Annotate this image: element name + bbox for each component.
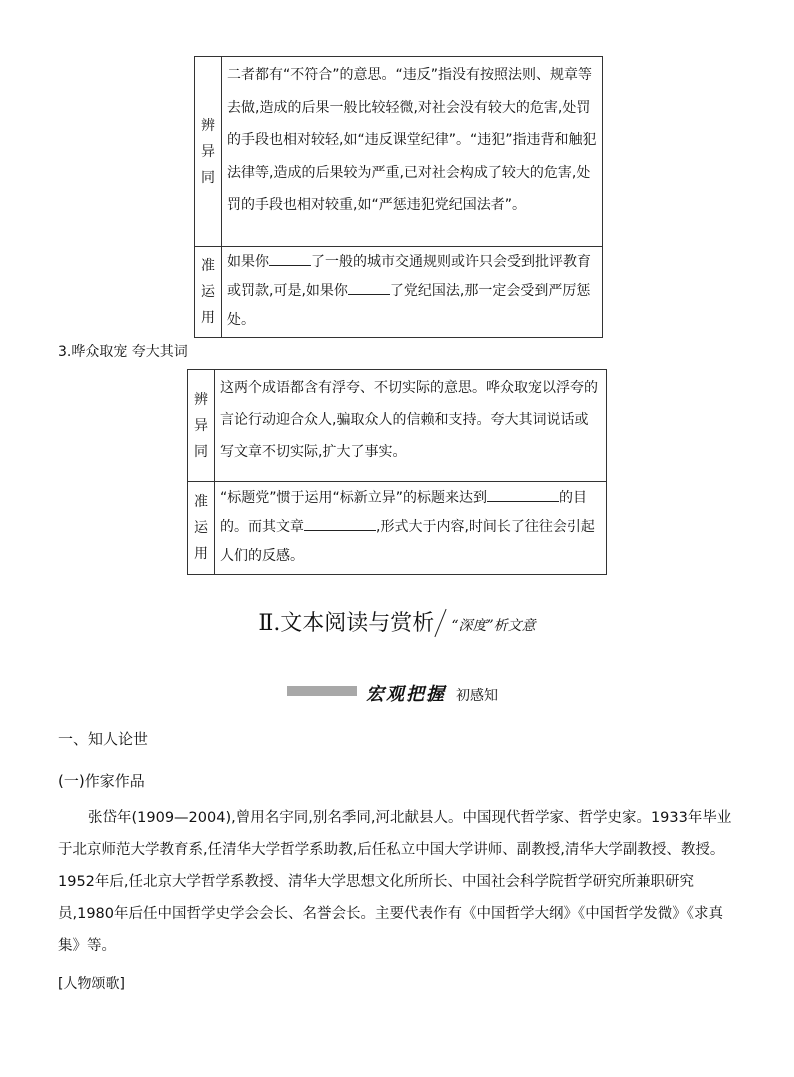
table1-usage-text: 如果你 了一般的城市交通规则或许只会受到批评教育或罚款,可是,如果你 了党纪国法,那一定会受到严厉惩处。 [222,247,603,338]
section-title-3: 3.哗众取宠 夸大其词 [58,344,188,360]
divider-slash [435,609,447,637]
section-heading [0,606,794,638]
section-one-subtitle: (一)作家作品 [58,772,145,790]
heading-sub: “深度”析文意 [451,618,536,634]
table1-label-usage: 准 运 用 [195,247,222,338]
comparison-table-1 [194,56,603,338]
fill-blank[interactable] [269,251,311,266]
table2-distinguish-text: 这两个成语都含有浮夸、不切实际的意思。哗众取宠以浮夸的言论行动迎合众人,骗取众人的信赖和支持。夸大其词说话或写文章不切实际,扩大了事实。 [215,370,607,482]
bracket-note: [人物颂歌] [58,976,125,992]
table1-distinguish-text: 二者都有“不符合”的意思。“违反”指没有按照法则、规章等去做,造成的后果一般比较轻微,对社会没有较大的危害,处罚的手段也相对较轻,如“违反课堂纪律”。“违犯”指违背和触犯法律等,造成的后果较为严重,已对社会构成了较大的危害,处罚的手段也相对较重,如“严惩违犯党纪国法者”。 [222,57,603,247]
section-one-title: 一、知人论世 [58,730,149,748]
fill-blank[interactable] [348,280,390,295]
fill-blank[interactable] [304,516,376,531]
author-bio: 张岱年(1909—2004),曾用名宇同,别名季同,河北献县人。中国现代哲学家、哲学史家。1933年毕业于北京师范大学教育系,任清华大学哲学系助教,后任私立中国大学讲师、副教授,清华大学副教授、教授。1952年后,任北京大学哲学系教授、清华大学思想文化所所长、中国社会科学院哲学研究所兼职研究员,1980年后任中国哲学史学会会长、名誉会长。主要代表作有《中国哲学大纲》《中国哲学发微》《求真集》等。 [58,810,732,954]
table2-label-usage: 准 运 用 [188,482,215,575]
heading-main: Ⅱ.文本阅读与赏析 [258,611,435,636]
comparison-table-2 [187,369,607,575]
table2-usage-text: “标题党”惯于运用“标新立异”的标题来达到 的目的。而其文章 ,形式大于内容,时间长了往往会引起人们的反感。 [215,482,607,575]
table1-label-distinguish: 辨 异 同 [195,57,222,247]
table2-label-distinguish: 辨 异 同 [188,370,215,482]
fill-blank[interactable] [487,487,559,502]
subheading-bar [287,686,357,696]
subheading-sub: 初感知 [456,688,498,704]
subheading-main: 宏观把握 [366,684,446,705]
